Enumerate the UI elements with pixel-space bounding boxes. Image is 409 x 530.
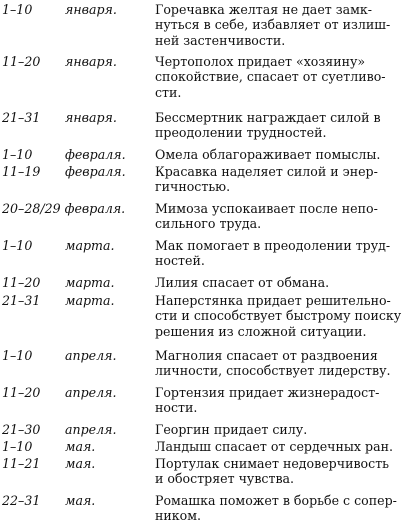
date-range: 21–31 января. <box>2 110 117 125</box>
entry-description: Георгин придает силу. <box>155 422 308 437</box>
entry-description: Мимоза успокаивает после непо- сильного труда. <box>155 201 378 232</box>
date-range: 1–10 мая. <box>2 439 96 454</box>
entry-description: Портулак снимает недоверчивость и обостряет чувства. <box>155 456 390 487</box>
date-range: 21–31 марта. <box>2 293 115 308</box>
date-range: 20–28/29 февраля. <box>2 201 126 216</box>
entry-description: Лилия спасает от обмана. <box>155 275 330 290</box>
date-range: 11–20 января. <box>2 54 117 69</box>
entry-description: Гортензия придает жизнерадост- ности. <box>155 385 380 416</box>
date-range: 1–10 апреля. <box>2 348 117 363</box>
entry-description: Мак помогает в преодолении труд- ностей. <box>155 238 391 269</box>
date-range: 11–20 марта. <box>2 275 115 290</box>
date-range: 1–10 февраля. <box>2 147 126 162</box>
date-range: 11–19 февраля. <box>2 164 126 179</box>
entry-description: Бессмертник награждает силой в преодолении трудностей. <box>155 110 381 141</box>
entry-description: Магнолия спасает от раздвоения личности, способствует лидерству. <box>155 348 391 379</box>
entry-description: Горечавка желтая не дает замк- нуться в себе, избавляет от излиш- ней застенчивости. <box>155 2 391 48</box>
date-range: 1–10 января. <box>2 2 117 17</box>
date-range: 11–20 апреля. <box>2 385 117 400</box>
entry-description: Наперстянка придает решительно- сти и способствует быстрому поиску решения из сложной ситуации. <box>155 293 402 339</box>
date-range: 11–21 мая. <box>2 456 96 471</box>
date-range: 1–10 марта. <box>2 238 115 253</box>
entry-description: Чертополох придает «хозяину» спокойствие, спасает от суетливо- сти. <box>155 54 386 100</box>
entry-description: Ландыш спасает от сердечных ран. <box>155 439 393 454</box>
date-range: 22–31 мая. <box>2 493 96 508</box>
entry-description: Ромашка поможет в борьбе с сопер- ником. <box>155 493 397 524</box>
entry-description: Омела облагораживает помыслы. <box>155 147 381 162</box>
entry-description: Красавка наделяет силой и энер- гичностью. <box>155 164 378 195</box>
date-range: 21–30 апреля. <box>2 422 117 437</box>
